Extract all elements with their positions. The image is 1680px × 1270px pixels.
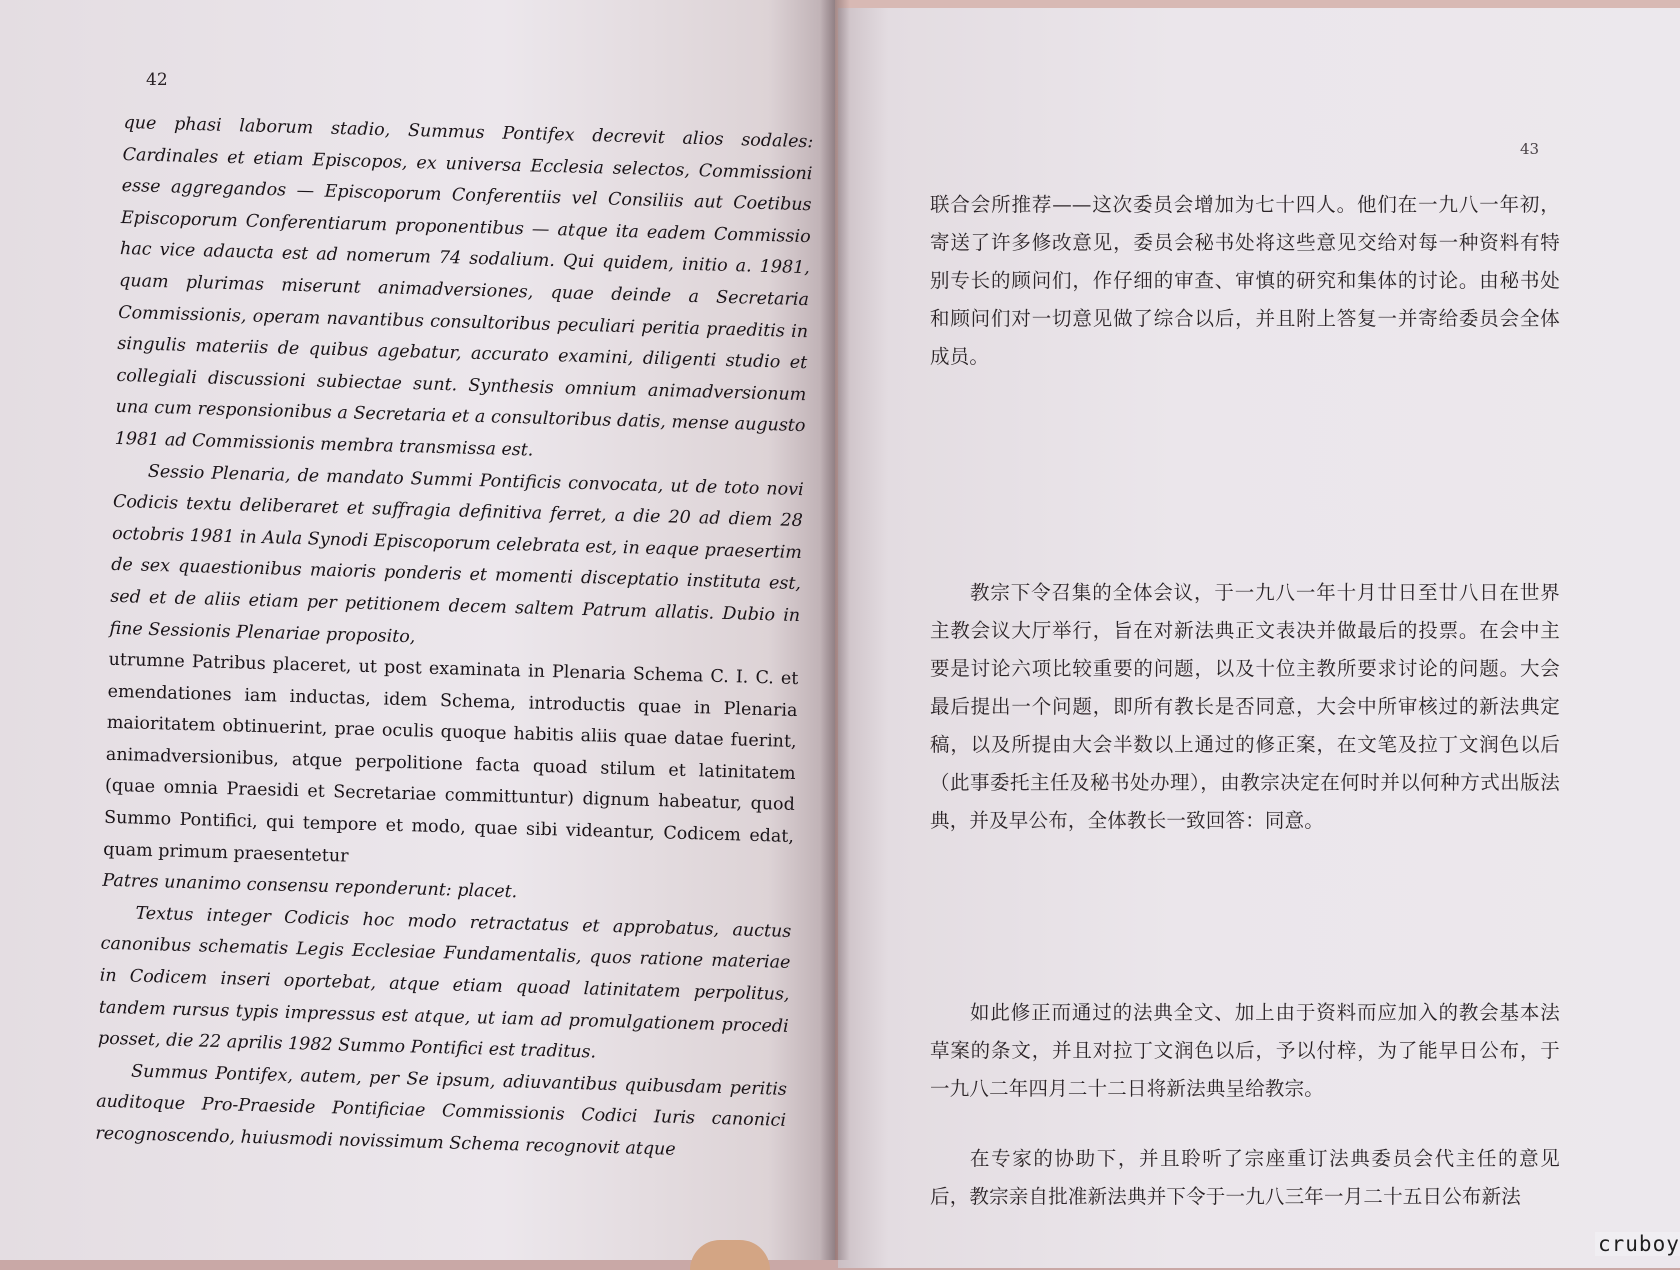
chinese-paragraph-3: 如此修正而通过的法典全文、加上由于资料而应加入的教会基本法草案的条文，并且对拉丁文润色以后，予以付梓，为了能早日公布，于一九八二年四月二十二日将新法典呈给教宗。 [930,1001,1560,1100]
chinese-paragraph-4: 在专家的协助下，并且聆听了宗座重订法典委员会代主任的意见后，教宗亲自批准新法典并下令于一九八三年一月二十五日公布新法 [930,1147,1560,1208]
right-page-number: 43 [1520,140,1540,158]
book-gutter [820,0,850,1260]
latin-paragraph-5: Textus integer Codicis hoc modo retractatus et approbatus, auctus canonibus schematis Legis Ecclesiae Fundamentalis, quos ratione materiae in Codicem inseri oportebat, atque etiam quoad latinitatem perpolitus, tandem rursus typis impressus est atque, ut iam ad promulgationem procedi posset, die 22 aprilis 1982 Summo Pontifici est traditus. [97,903,792,1063]
latin-paragraph-2: Sessio Plenaria, de mandato Summi Pontificis convocata, ut de toto novi Codicis textu deliberaret et suffragia definitiva ferret, a die 20 ad diem 28 octobris 1981 in Aula Synodi Episcoporum celebrata est, in eaque praesertim de sex quaestionibus maioris ponderis et momenti disceptatio instituta est, sed et de aliis etiam per petitionem decem saltem Patrum allatis. Dubio in fine Sessionis Plenariae proposito, [109,461,804,647]
watermark: cruboy [1595,1232,1680,1256]
chinese-paragraph-2: 教宗下令召集的全体会议，于一九八一年十月廿日至廿八日在世界主教会议大厅举行，旨在对新法典正文表决并做最后的投票。在会中主要是讨论六项比较重要的问题，以及十位主教所要求讨论的问题。大会最后提出一个问题，即所有教长是否同意，大会中所审核过的新法典定稿，以及所提由大会半数以上通过的修正案，在文笔及拉丁文润色以后（此事委托主任及秘书处办理），由教宗决定在何时并以何种方式出版法典，并及早公布，全体教长一致回答：同意。 [930,581,1560,832]
latin-text-block [95,108,814,1169]
latin-paragraph-3: utrumne Patribus placeret, ut post examinata in Plenaria Schema C. I. C. et emendationes iam inductas, idem Schema, introductis quae in Plenaria maioritatem obtinuerint, prae oculis quoque habitis aliis quae datae fuerint, animadversionibus, atque perpolitione facta quoad stilum et latinitatem (quae omnia Praesidi et Secretariae committuntur) dignum habeatur, quod Summo Pontifici, qui tempore et modo, quae sibi videantur, Codicem edat, quam primum praesentetur [103,649,799,867]
latin-paragraph-6: Summus Pontifex, autem, per Se ipsum, adiuvantibus quibusdam peritis auditoque Pro-Praeside Pontificiae Commissionis Codici Iuris canonici recognoscendo, huiusmodi novissimum Schema recognovit atque [95,1061,788,1160]
latin-paragraph-1: que phasi laborum stadio, Summus Pontifex decrevit alios sodales: Cardinales et etiam Episcopos, ex universa Ecclesia selectos, Commissioni esse aggregandos — Episcoporum Conferentiis vel Consiliis aut Coetibus Episcoporum Conferentiarum proponentibus — atque ita eadem Commissio hac vice adaucta est ad nomerum 74 sodalium. Qui quidem, initio a. 1981, quam plurimas miserunt animadversiones, quae deinde a Secretaria Commissionis, operam navantibus consultoribus peculiari peritia praeditis in singulis materiis de quibus agebatur, accurato examini, diligenti studio et collegiali discussioni subiectae sunt. Synthesis omnium animadversionum una cum responsionibus a Secretaria et a consultoribus datis, mense augusto 1981 ad Commissionis membra transmissa est. [114,112,814,461]
latin-paragraph-4: Patres unanimo consensu reponderunt: placet. [102,870,518,903]
chinese-paragraph-1: 联合会所推荐——这次委员会增加为七十四人。他们在一九八一年初，寄送了许多修改意见，委员会秘书处将这些意见交给对每一种资料有特别专长的顾问们，作仔细的审查、审慎的研究和集体的讨论。由秘书处和顾问们对一切意见做了综合以后，并且附上答复一并寄给委员会全体成员。 [930,193,1560,368]
left-page-number: 42 [146,70,168,90]
